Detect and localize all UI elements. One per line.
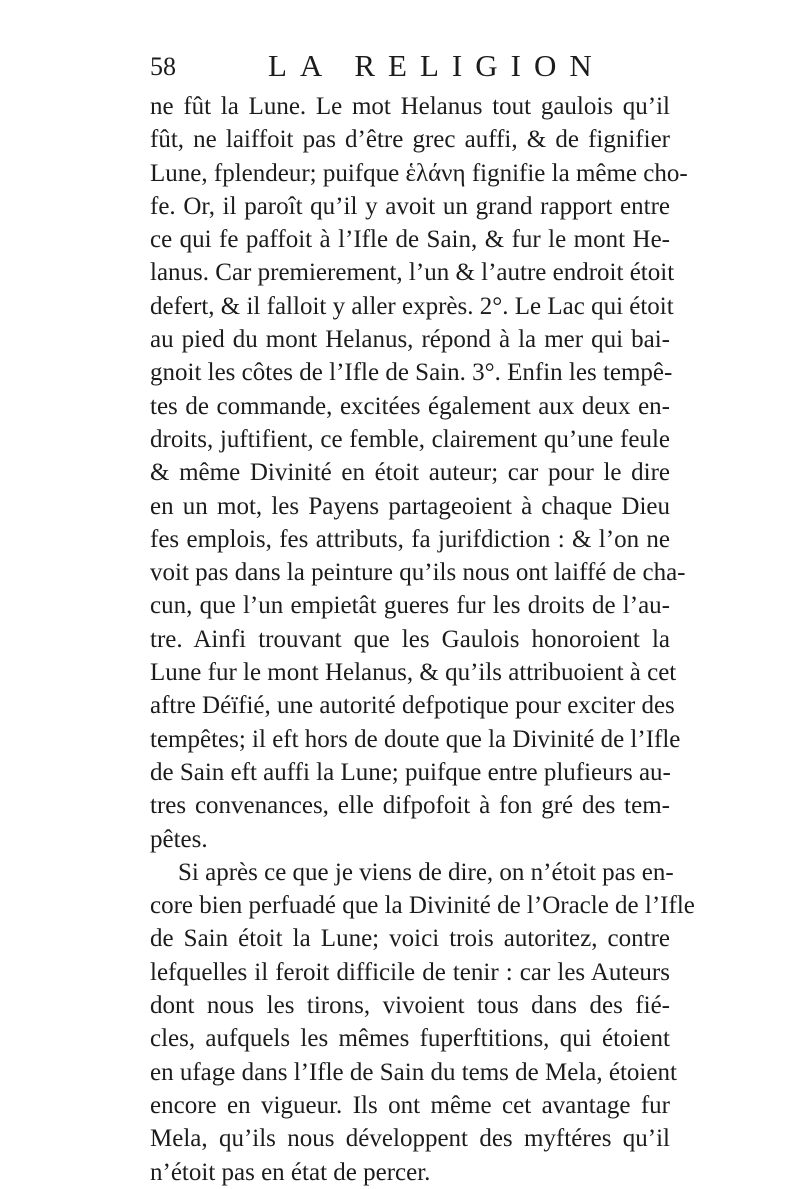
text-line: core bien perfuadé que la Divinité de l’Oracle de l’Ifle — [150, 892, 695, 920]
text-line: fes emplois, fes attributs, fa jurifdiction : & l’on ne — [150, 525, 670, 553]
text-line: encore en vigueur. Ils ont même cet avantage fur — [150, 1091, 670, 1119]
paragraph-1 — [150, 90, 688, 856]
text-line: de Sain étoit la Lune; voici trois autoritez, contre — [150, 925, 670, 953]
text-line: tempêtes; il eft hors de doute que la Divinité de l’Ifle — [150, 725, 681, 753]
text-line: en ufage dans l’Ifle de Sain du tems de Mela, étoient — [150, 1058, 677, 1086]
text-line: gnoit les côtes de l’Ifle de Sain. 3°. Enfin les tempê- — [150, 359, 673, 387]
text-line: ce qui fe paffoit à l’Ifle de Sain, & fur le mont He- — [150, 226, 670, 254]
text-line: n’étoit pas en état de percer. — [150, 1158, 431, 1186]
body-text — [150, 90, 695, 1189]
text-line: Lune, fplendeur; puifque ἑλάνη fignifie la même cho- — [150, 159, 688, 187]
text-line: tre. Ainfi trouvant que les Gaulois honoroient la — [150, 625, 670, 653]
text-line: & même Divinité en étoit auteur; car pour le dire — [150, 459, 670, 487]
text-line: cun, que l’un empietât gueres fur les droits de l’au- — [150, 592, 670, 620]
page-number: 58 — [150, 52, 176, 81]
text-line: lanus. Car premierement, l’un & l’autre endroit étoit — [150, 259, 675, 287]
text-line: au pied du mont Helanus, répond à la mer qui bai- — [150, 326, 670, 354]
text-line: ne fût la Lune. Le mot Helanus tout gaulois qu’il — [150, 93, 670, 120]
text-line: Mela, qu’ils nous développent des myftéres qu’il — [150, 1125, 670, 1153]
text-line: cles, aufquels les mêmes fuperftitions, qui étoient — [150, 1025, 670, 1053]
text-line: voit pas dans la peinture qu’ils nous ont laiffé de cha- — [150, 559, 686, 587]
text-line: Si après ce que je viens de dire, on n’étoit pas en- — [178, 858, 674, 886]
text-line: Lune fur le mont Helanus, & qu’ils attribuoient à cet — [150, 659, 677, 687]
text-line: defert, & il falloit y aller exprès. 2°. Le Lac qui étoit — [150, 292, 674, 320]
text-line: pêtes. — [150, 825, 208, 853]
running-title: LA RELIGION — [268, 48, 605, 83]
text-line: lefquelles il feroit difficile de tenir : car les Auteurs — [150, 958, 670, 986]
text-line: droits, juftifient, ce femble, clairement qu’une feule — [150, 425, 670, 453]
text-line: tres convenances, elle difpofoit à fon gré des tem- — [150, 792, 670, 820]
page-header — [150, 48, 670, 92]
text-line: tes de commande, excitées également aux deux en- — [150, 392, 670, 420]
text-line: fût, ne laiffoit pas d’être grec auffi, & de fignifier — [150, 126, 670, 154]
text-line: en un mot, les Payens partageoient à chaque Dieu — [150, 492, 670, 520]
text-line: aftre Déïfié, une autorité defpotique pour exciter des — [150, 692, 675, 720]
text-line: dont nous les tirons, vivoient tous dans des fié- — [150, 992, 670, 1020]
text-line: fe. Or, il paroît qu’il y avoit un grand rapport entre — [150, 192, 670, 220]
text-line: de Sain eft auffi la Lune; puifque entre plufieurs au- — [150, 758, 671, 786]
paragraph-2 — [150, 856, 695, 1189]
